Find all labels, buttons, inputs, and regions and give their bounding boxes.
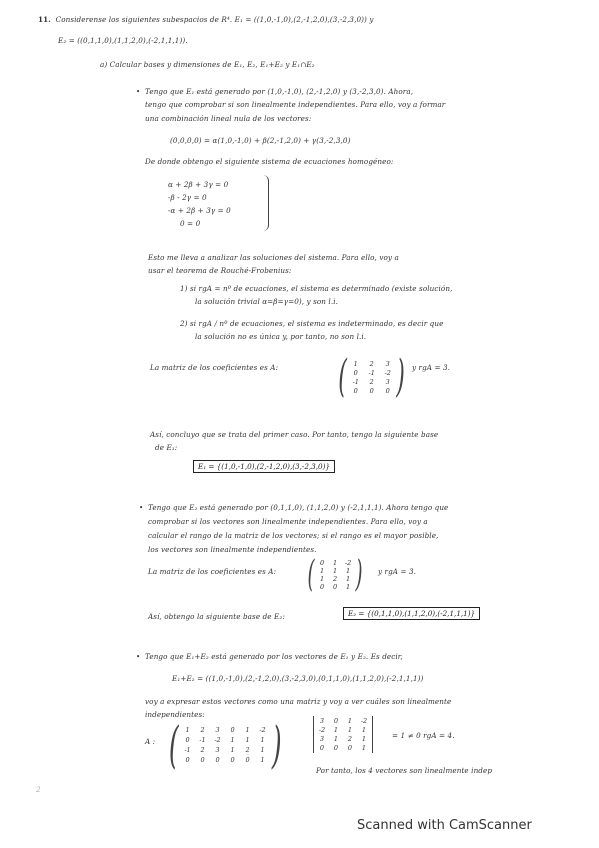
matrix-cell: 3 — [319, 735, 325, 743]
matrix-cell: 0 — [230, 726, 235, 734]
page-mark: 2 — [36, 786, 41, 794]
matrix-cell: 1 — [245, 736, 250, 744]
s2-line-2: comprobar si los vectores son linealmente independientes. Para ello, voy a — [148, 517, 428, 526]
matrix-cell: 3 — [215, 746, 220, 754]
s2-line-4: los vectores son linealmente independientes. — [148, 545, 317, 554]
matrix-cell: 0 — [353, 386, 358, 395]
matrix-cell: 0 — [385, 386, 390, 395]
s2-line-1: • Tengo que E₂ está generado por (0,1,1,0), (1,1,2,0) y (-2,1,1,1). Ahora tengo que — [148, 503, 448, 512]
s1-line-5: Esto me lleva a analizar las soluciones del sistema. Para ello, voy a — [148, 253, 399, 262]
matrix-cell: 1 — [361, 735, 367, 743]
s1-line-6: usar el teorema de Rouché-Frobenius: — [148, 266, 292, 275]
part-a-heading: a) Calcular bases y dimensiones de E₁, E₂, E₁+E₂ y E₁∩E₂ — [100, 60, 315, 69]
system-brace — [262, 175, 269, 231]
s2-line-5: Así, obtengo la siguiente base de E₂: — [148, 612, 285, 621]
matrix-cell: 3 — [385, 359, 390, 368]
s2-basis-box: E₂ = {(0,1,1,0),(1,1,2,0),(-2,1,1,1)} — [343, 607, 480, 620]
matrix-cell: -1 — [199, 736, 206, 744]
matrix-cell: 1 — [319, 567, 325, 575]
matrix-cell: 0 — [319, 559, 325, 567]
matrix-cell: 1 — [230, 746, 235, 754]
matrix-cell: 1 — [332, 559, 338, 567]
s1-combination-equation: (0,0,0,0) = α(1,0,-1,0) + β(2,-1,2,0) + γ(3,-2,3,0) — [170, 136, 351, 145]
s1-case-2b: la solución no es única y, por tanto, no son l.i. — [195, 332, 367, 341]
s3-matrix-label: A : — [145, 737, 156, 746]
matrix-cell: 1 — [333, 735, 339, 743]
matrix-cell: -2 — [318, 726, 326, 734]
matrix-cell: 1 — [345, 583, 351, 591]
matrix-cell: -2 — [384, 368, 391, 377]
s1-line-4: De donde obtengo el siguiente sistema de ecuaciones homogéneo: — [145, 157, 394, 166]
matrix-cell: 1 — [361, 744, 367, 752]
matrix-cell: 2 — [245, 746, 250, 754]
matrix-cell: 0 — [230, 756, 235, 764]
matrix-cell: 0 — [319, 744, 325, 752]
scanner-watermark: Scanned with CamScanner — [357, 818, 532, 833]
s1-coefficient-matrix: ( 1 2 3 0 -1 -2 -1 2 3 0 0 0 ) — [338, 351, 406, 402]
s1-case-2a: 2) si rgA / nº de ecuaciones, el sistema es indeterminado, es decir que — [180, 319, 444, 328]
s3-line-1: • Tengo que E₁+E₂ está generado por los vectores de E₁ y E₂. Es decir, — [145, 652, 403, 661]
s1-case-1b: la solución trivial α=β=γ=0), y son l.i. — [195, 297, 338, 306]
s3-line-3: independientes: — [145, 710, 205, 719]
matrix-cell: 1 — [185, 726, 190, 734]
s1-basis-box: E₁ = {(1,0,-1,0),(2,-1,2,0),(3,-2,3,0)} — [193, 460, 335, 473]
matrix-cell: 1 — [319, 575, 325, 583]
s3-matrix: ( 1 2 3 0 1 -2 0 -1 -2 1 1 1 -1 2 3 1 2 1 0 0 0 0 0 1 ) — [168, 716, 282, 774]
matrix-cell: 3 — [319, 717, 325, 725]
matrix-cell: 3 — [385, 377, 390, 386]
matrix-cell: 0 — [369, 386, 374, 395]
matrix-cell: 0 — [347, 744, 353, 752]
matrix-cell: 1 — [260, 736, 265, 744]
s1-matrix-label: La matriz de los coeficientes es A: — [150, 363, 279, 372]
matrix-cell: -2 — [214, 736, 221, 744]
matrix-cell: 1 — [347, 717, 353, 725]
matrix-cell: -2 — [259, 726, 266, 734]
s1-rank: y rgA = 3. — [412, 363, 451, 372]
s3-line-4: Por tanto, los 4 vectores son linealmente indep — [316, 766, 493, 775]
s1-system-eq-3: -α + 2β + 3γ = 0 — [168, 206, 231, 215]
matrix-cell: 1 — [260, 746, 265, 754]
s3-minor-determinant — [313, 716, 373, 753]
matrix-cell: 1 — [353, 359, 358, 368]
matrix-cell: 0 — [319, 583, 325, 591]
matrix-cell: -2 — [360, 717, 368, 725]
s2-rank: y rgA = 3. — [378, 567, 417, 576]
matrix-cell: 0 — [332, 583, 338, 591]
s1-line-2: tengo que comprobar si son linealmente independientes. Para ello, voy a formar — [145, 100, 446, 109]
matrix-cell: 1 — [347, 726, 353, 734]
s1-line-8: de E₁: — [155, 443, 178, 452]
s1-line-1: • Tengo que E₁ está generado por (1,0,-1,0), (2,-1,2,0) y (3,-2,3,0). Ahora, — [145, 87, 413, 96]
problem-statement-line-2: E₂ = ((0,1,1,0),(1,1,2,0),(-2,1,1,1)). — [58, 36, 188, 45]
matrix-cell: -1 — [352, 377, 359, 386]
matrix-cell: 0 — [185, 756, 190, 764]
s1-system-eq-4: 0 = 0 — [180, 219, 201, 228]
matrix-cell: 0 — [245, 756, 250, 764]
problem-number: 11. — [38, 15, 51, 24]
s3-line-2: voy a expresar estos vectores como una matriz y voy a ver cuáles son linealmente — [145, 697, 452, 706]
matrix-cell: 0 — [200, 756, 205, 764]
matrix-cell: -1 — [184, 746, 191, 754]
matrix-cell: 3 — [215, 726, 220, 734]
s1-case-1a: 1) si rgA = nº de ecuaciones, el sistema es determinado (existe solución, — [180, 284, 453, 293]
matrix-cell: 0 — [353, 368, 358, 377]
s1-system-eq-1: α + 2β + 3γ = 0 — [168, 180, 229, 189]
s2-line-3: calcular el rango de la matriz de los vectores; si el rango es el mayor posible, — [148, 531, 439, 540]
matrix-cell: 1 — [345, 567, 351, 575]
s3-sum-equation: E₁+E₂ = ((1,0,-1,0),(2,-1,2,0),(3,-2,3,0),(0,1,1,0),(1,1,2,0),(-2,1,1,1)) — [172, 674, 424, 683]
matrix-cell: 2 — [332, 575, 338, 583]
matrix-cell: 1 — [260, 756, 265, 764]
matrix-cell: 0 — [333, 744, 339, 752]
matrix-cell: 1 — [361, 726, 367, 734]
problem-statement-line-1 — [38, 15, 374, 24]
matrix-cell: 1 — [345, 575, 351, 583]
matrix-cell: 2 — [200, 746, 205, 754]
s1-line-7: Así, concluyo que se trata del primer caso. Por tanto, tengo la siguiente base — [150, 430, 439, 439]
matrix-cell: 2 — [369, 359, 374, 368]
matrix-cell: 0 — [185, 736, 190, 744]
matrix-cell: 2 — [369, 377, 374, 386]
matrix-cell: 1 — [332, 567, 338, 575]
matrix-cell: 2 — [200, 726, 205, 734]
matrix-cell: -1 — [368, 368, 375, 377]
s2-coefficient-matrix: ( 0 1 -2 1 1 1 1 2 1 0 0 1 ) — [307, 554, 363, 595]
matrix-cell: 1 — [230, 736, 235, 744]
matrix-cell: 1 — [333, 726, 339, 734]
matrix-cell: 0 — [333, 717, 339, 725]
problem-text: Considerense los siguientes subespacios de R⁴. E₁ = ((1,0,-1,0),(2,-1,2,0),(3,-2,3,0)) y — [55, 15, 374, 24]
s2-matrix-label: La matriz de los coeficientes es A: — [148, 567, 277, 576]
matrix-cell: -2 — [344, 559, 352, 567]
s1-line-3: una combinación lineal nula de los vectores: — [145, 114, 312, 123]
s3-minor-result: = 1 ≠ 0 rgA = 4. — [392, 731, 455, 740]
matrix-cell: 1 — [245, 726, 250, 734]
matrix-cell: 0 — [215, 756, 220, 764]
matrix-cell: 2 — [347, 735, 353, 743]
s1-system-eq-2: -β - 2γ = 0 — [168, 193, 207, 202]
